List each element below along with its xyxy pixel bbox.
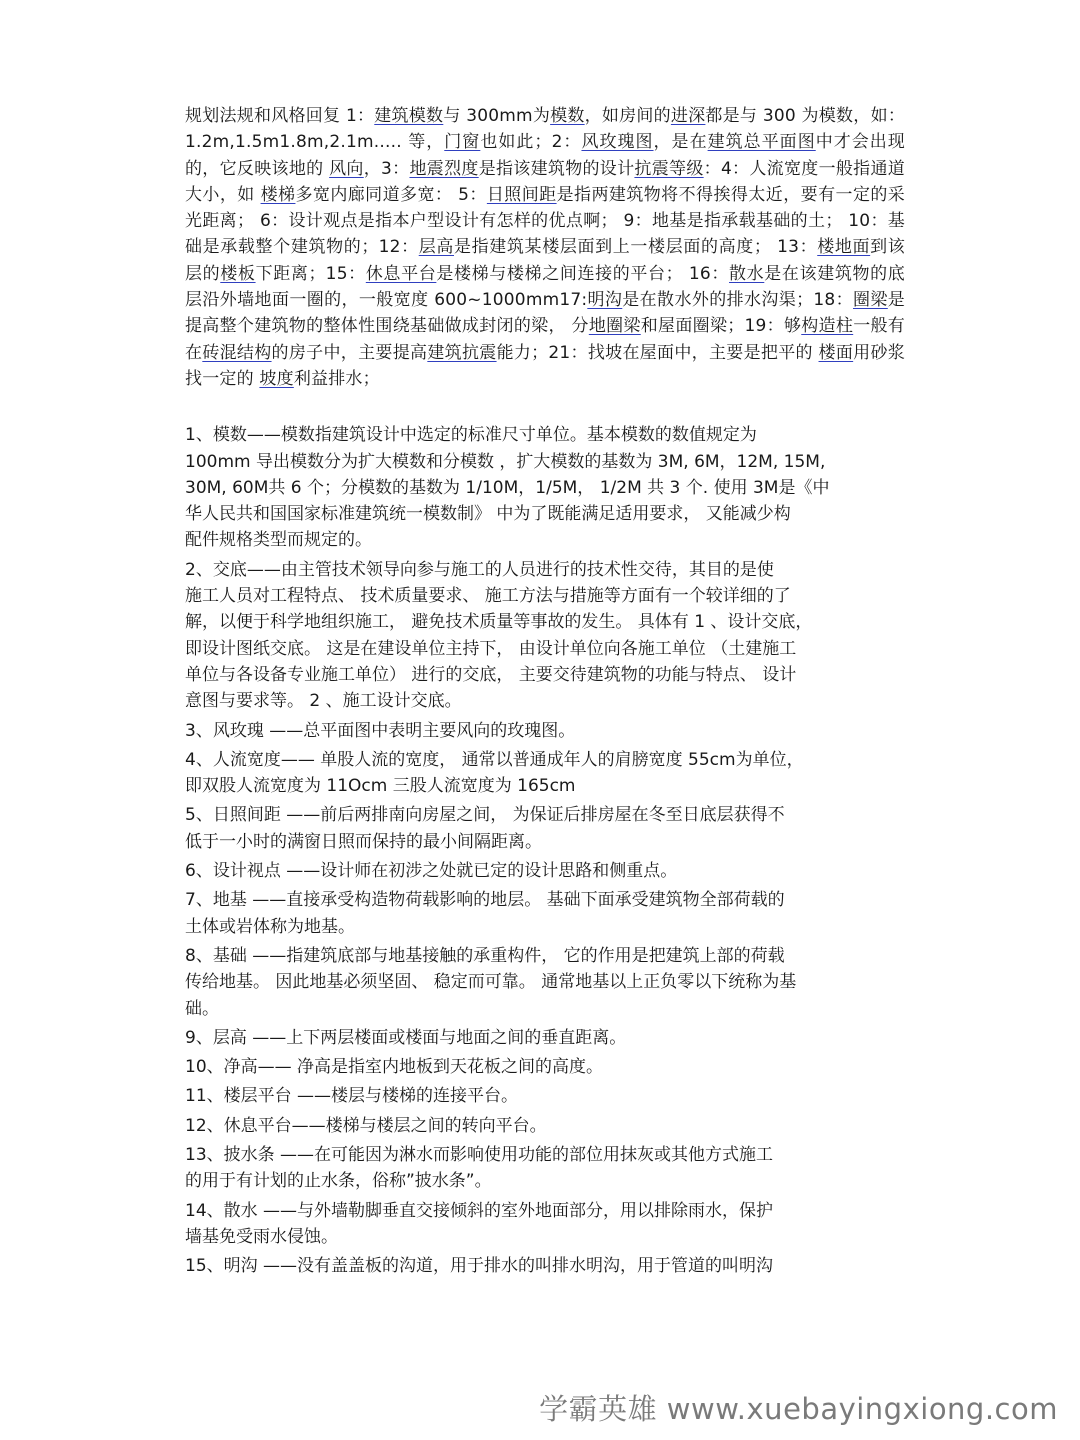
intro-text: 能力；21：找坡在屋面中，主要是把平的 — [496, 342, 819, 363]
definition-line: 30M, 60M共 6 个；分模数的基数为 1/10M，1/5M， 1/2M 共 3 个. 使用 3M是《中 — [185, 477, 830, 498]
definition-line: 100mm 导出模数分为扩大模数和分模数 ，扩大模数的基数为 3M, 6M，12M, 15M, — [185, 451, 826, 472]
definition-item — [185, 1025, 905, 1051]
definition-line: 即双股人流宽度为 11Ocm 三股人流宽度为 165cm — [185, 776, 576, 797]
definition-item — [185, 1142, 905, 1195]
definition-line: 低于一小时的满窗日照而保持的最小间隔距离。 — [185, 831, 542, 852]
definition-item — [185, 1198, 905, 1251]
keyword-link[interactable]: 楼面 — [818, 342, 854, 363]
definition-line: 10、净高—— 净高是指室内地板到天花板之间的高度。 — [185, 1057, 604, 1078]
site-watermark: 学霸英雄 www.xuebayingxiong.com — [539, 1392, 1058, 1426]
definition-line: 13、披水条 ——在可能因为淋水而影响使用功能的部位用抹灰或其他方式施工 — [185, 1144, 774, 1165]
definition-item — [185, 887, 905, 940]
keyword-link[interactable]: 进深 — [670, 106, 706, 126]
definition-item — [185, 718, 905, 744]
keyword-link[interactable]: 风玫瑰图 — [581, 132, 654, 153]
keyword-link[interactable]: 砖混结构 — [202, 342, 272, 363]
definition-line: 配件规格类型而规定的。 — [185, 530, 372, 551]
intro-text: 是在该建筑物的底层沿外墙地面一圈的，一般宽度 600~1000mm17: — [185, 263, 905, 311]
definition-line: 意图与要求等。 2 、施工设计交底。 — [185, 691, 462, 712]
keyword-link[interactable]: 模数 — [550, 106, 585, 126]
intro-text: 是在散水外的排水沟渠；18： — [622, 290, 853, 311]
intro-text: 和屋面圈梁；19：够 — [640, 316, 802, 337]
keyword-link[interactable]: 建筑模数 — [374, 106, 444, 126]
intro-text: ，3： — [363, 158, 410, 179]
intro-paragraph — [185, 103, 905, 392]
definition-line: 1、模数——模数指建筑设计中选定的标准尺寸单位。基本模数的数值规定为 — [185, 425, 757, 446]
keyword-link[interactable]: 建筑抗震 — [427, 342, 497, 363]
keyword-link[interactable]: 明沟 — [587, 290, 623, 311]
keyword-link[interactable]: 抗震等级 — [634, 158, 704, 179]
intro-text: 规划法规和风格回复 1： — [185, 106, 375, 126]
keyword-link[interactable]: 门窗 — [444, 132, 481, 153]
intro-text: 一般有在 — [185, 316, 906, 363]
intro-text: 是指建筑某楼层面到上一楼层面的高度； 13： — [454, 237, 818, 258]
keyword-link[interactable]: 建筑总平面图 — [707, 132, 816, 153]
definition-item — [185, 802, 905, 855]
keyword-link[interactable]: 层高 — [418, 237, 454, 258]
keyword-link[interactable]: 坡度 — [259, 368, 294, 389]
intro-text: ：4：人流宽度一般指通道大小，如 — [185, 158, 905, 205]
keyword-link[interactable]: 地圈梁 — [588, 316, 641, 337]
intro-text: 都是与 300 为模数，如： 1.2m,1.5m1.8m,2.1m..... 等， — [185, 106, 906, 153]
definition-line: 即设计图纸交底。 这是在建设单位主持下， 由设计单位向各施工单位 （土建施工 — [185, 638, 797, 659]
definition-item — [185, 858, 905, 884]
keyword-link[interactable]: 楼板 — [220, 263, 256, 284]
definition-line: 土体或岩体称为地基。 — [185, 916, 355, 937]
keyword-link[interactable]: 圈梁 — [853, 290, 888, 311]
keyword-link[interactable]: 风向 — [329, 158, 364, 179]
definition-line: 施工人员对工程特点、 技术质量要求、 施工方法与措施等方面有一个较详细的了 — [185, 586, 791, 607]
definition-line: 14、散水 ——与外墙勒脚垂直交接倾斜的室外地面部分，用以排除雨水，保护 — [185, 1200, 774, 1221]
definition-item — [185, 943, 905, 1022]
definition-line: 3、风玫瑰 ——总平面图中表明主要风向的玫瑰图。 — [185, 720, 576, 741]
definition-line: 础。 — [185, 998, 219, 1019]
definition-line: 墙基免受雨水侵蚀。 — [185, 1226, 338, 1247]
definition-line: 12、休息平台——楼梯与楼层之间的转向平台。 — [185, 1115, 547, 1136]
definition-item — [185, 1083, 905, 1109]
definition-item — [185, 1253, 905, 1279]
intro-text: 用砂浆找一定的 — [185, 342, 905, 389]
intro-text: 多宽内廊同道多宽： 5： — [295, 184, 487, 205]
definition-item — [185, 1113, 905, 1139]
definition-line: 单位与各设备专业施工单位） 进行的交底， 主要交待建筑物的功能与特点、 设计 — [185, 664, 797, 685]
keyword-link[interactable]: 楼地面 — [817, 237, 871, 258]
intro-text: 是指两建筑物将不得挨得太近，要有一定的采光距离； 6：设计观点是指本户型设计有怎样的优点啊； 9：地基是指承载基础的土； 10：基础是承载整个建筑物的；12： — [185, 184, 906, 258]
intro-text: 是指该建筑物的设计 — [478, 158, 635, 179]
intro-text: 的房子中，主要提高 — [271, 342, 428, 363]
intro-text: 是提高整个建筑物的整体性围绕基础做成封闭的梁， 分 — [185, 290, 905, 337]
definition-item — [185, 422, 905, 553]
intro-text: ，如房间的 — [584, 106, 671, 126]
definition-line: 7、地基 ——直接承受构造物荷载影响的地层。 基础下面承受建筑物全部荷载的 — [185, 890, 785, 911]
intro-text: ，是在 — [653, 132, 708, 153]
keyword-link[interactable]: 日照间距 — [486, 184, 557, 205]
definition-line: 8、基础 ——指建筑底部与地基接触的承重构件， 它的作用是把建筑上部的荷载 — [185, 945, 785, 966]
keyword-link[interactable]: 构造柱 — [801, 316, 854, 337]
intro-text: 与 300mm为 — [443, 106, 551, 126]
keyword-link[interactable]: 楼梯 — [260, 184, 296, 205]
intro-text: 利益排水； — [293, 368, 380, 389]
paragraph-gap — [185, 392, 905, 422]
definition-line: 的用于有计划的止水条，俗称”披水条”。 — [185, 1171, 492, 1192]
definition-item — [185, 557, 905, 715]
definition-line: 5、日照间距 ——前后两排南向房屋之间， 为保证后排房屋在冬至日底层获得不 — [185, 805, 785, 826]
intro-text: 是楼梯与楼梯之间连接的平台； 16： — [436, 263, 730, 284]
definition-line: 15、明沟 ——没有盖盖板的沟道，用于排水的叫排水明沟，用于管道的叫明沟 — [185, 1256, 774, 1277]
keyword-link[interactable]: 地震烈度 — [409, 158, 479, 179]
keyword-link[interactable]: 休息平台 — [365, 263, 437, 284]
definition-item — [185, 1054, 905, 1080]
intro-text: 下距离；15： — [255, 263, 366, 284]
definition-line: 解，以便于科学地组织施工， 避免技术质量等事故的发生。 具体有 1 、设计交底， — [185, 612, 813, 633]
definition-line: 华人民共和国国家标准建筑统一模数制》 中为了既能满足适用要求， 又能减少构 — [185, 504, 791, 525]
definition-line: 2、交底——由主管技术领导向参与施工的人员进行的技术性交待，其目的是使 — [185, 559, 774, 580]
definition-line: 11、楼层平台 ——楼层与楼梯的连接平台。 — [185, 1086, 519, 1107]
definition-line: 4、人流宽度—— 单股人流的宽度， 通常以普通成年人的肩膀宽度 55cm为单位， — [185, 749, 804, 770]
keyword-link[interactable]: 散水 — [729, 263, 765, 284]
definition-line: 传给地基。 因此地基必须坚固、 稳定而可靠。 通常地基以上正负零以下统称为基 — [185, 972, 797, 993]
intro-text: 也如此；2： — [480, 132, 582, 153]
intro-text: 中才会出现的，它反映该地的 — [185, 132, 905, 179]
definition-line: 9、层高 ——上下两层楼面或楼面与地面之间的垂直距离。 — [185, 1027, 627, 1048]
document-body — [185, 103, 905, 1279]
intro-text: 到该层的 — [185, 237, 905, 284]
definition-line: 6、设计视点 ——设计师在初涉之处就已定的设计思路和侧重点。 — [185, 861, 678, 882]
definition-list — [185, 422, 905, 1279]
definition-item — [185, 747, 905, 800]
